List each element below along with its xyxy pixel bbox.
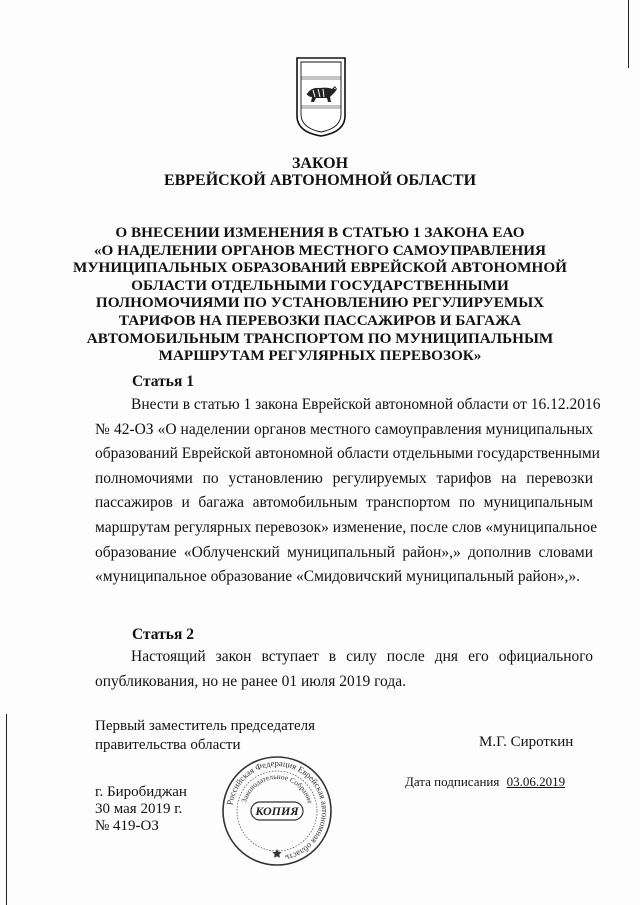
subject-line: ТАРИФОВ НА ПЕРЕВОЗКИ ПАССАЖИРОВ И БАГАЖА: [118, 311, 522, 329]
page-edge-line-top-right: [628, 0, 629, 68]
subject-line: ОБЛАСТИ ОТДЕЛЬНЫМИ ГОСУДАРСТВЕННЫМИ: [131, 276, 509, 294]
article1-body: [95, 393, 601, 590]
signatory-name: М.Г. Сироткин: [479, 734, 574, 750]
article1-line: № 42-ОЗ «О наделении органов местного самоуправления муниципальных: [95, 420, 593, 438]
stamp-inner-text: Законодательное Собрание: [239, 771, 316, 805]
place-city: г. Биробиджан: [95, 784, 187, 800]
signatory-position-line1: Первый заместитель председателя: [95, 718, 315, 734]
subject-line: АВТОМОБИЛЬНЫМ ТРАНСПОРТОМ ПО МУНИЦИПАЛЬНЫМ: [86, 329, 554, 347]
subject-line: ПОЛНОМОЧИЯМИ ПО УСТАНОВЛЕНИЮ РЕГУЛИРУЕМЫХ: [95, 294, 545, 312]
signatory-position-line2: правительства области: [95, 737, 241, 753]
subject-line: «О НАДЕЛЕНИИ ОРГАНОВ МЕСТНОГО САМОУПРАВЛЕНИЯ: [93, 241, 547, 259]
article1-line: образований Еврейской автономной области отдельными государственными: [95, 445, 600, 463]
article1-line: образование «Облученский муниципальный район»,» дополнив словами: [95, 543, 593, 561]
article1-heading: Статья 1: [132, 373, 194, 390]
subject-line: О ВНЕСЕНИИ ИЗМЕНЕНИЯ В СТАТЬЮ 1 ЗАКОНА ЕАО: [115, 224, 525, 241]
article2-line: опубликования, но не ранее 01 июля 2019 года.: [95, 672, 406, 690]
stamp-center-text: КОПИЯ: [255, 804, 299, 818]
signing-date-value: 03.06.2019: [506, 774, 566, 789]
law-title-line1: ЗАКОН: [291, 155, 349, 172]
coat-of-arms-emblem: [294, 50, 348, 138]
subject-line: МАРШРУТАМ РЕГУЛЯРНЫХ ПЕРЕВОЗОК»: [158, 347, 482, 365]
stamp-star-icon: [272, 849, 281, 858]
stamp-outer-text: Российская Федерация Еврейская автономная область: [224, 757, 331, 864]
article1-line: маршрутам регулярных перевозок» изменение, после слов «муниципальное: [95, 518, 598, 536]
official-seal-stamp: [221, 755, 333, 867]
law-number: № 419-ОЗ: [95, 818, 159, 834]
article1-line: полномочиями по установлению регулируемых тарифов на перевозки: [95, 469, 593, 487]
page-edge-line-bottom-left: [6, 714, 7, 905]
article1-line: Внести в статью 1 закона Еврейской автономной области от 16.12.2016: [131, 396, 601, 413]
article1-line: «муниципальное образование «Смидовичский муниципальный район»,».: [95, 568, 581, 586]
article2-heading: Статья 2: [132, 626, 194, 643]
subject-line: МУНИЦИПАЛЬНЫХ ОБРАЗОВАНИЙ ЕВРЕЙСКОЙ АВТОНОМНОЙ: [73, 259, 567, 277]
signing-date-field: [405, 773, 565, 791]
law-date: 30 мая 2019 г.: [95, 801, 183, 817]
signing-date-label: Дата подписания: [405, 774, 500, 789]
article1-line: пассажиров и багажа автомобильным транспортом по муниципальным: [95, 494, 593, 512]
article2-body: [95, 645, 593, 694]
article2-line: Настоящий закон вступает в силу после дня его официального: [131, 648, 593, 665]
law-subject-heading: [72, 224, 568, 365]
law-title-line2: ЕВРЕЙСКОЙ АВТОНОМНОЙ ОБЛАСТИ: [163, 172, 477, 189]
